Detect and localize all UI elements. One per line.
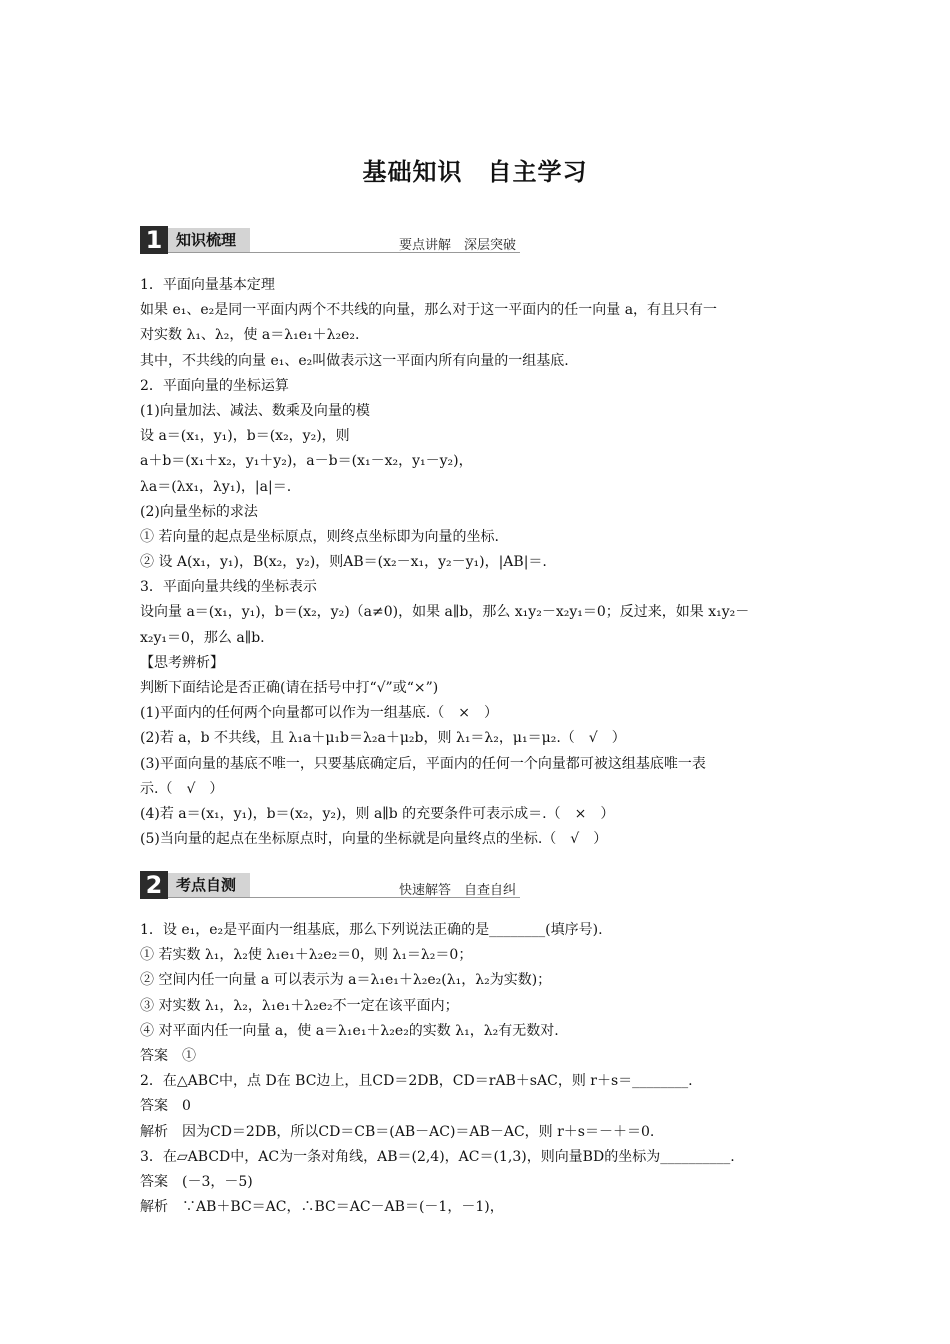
text-line: ② 空间内任一向量 a 可以表示为 a＝λ₁e₁＋λ₂e₂(λ₁，λ₂为实数)； <box>140 972 552 989</box>
text-line: 2．在△ABC中，点 D在 BC边上，且CD＝2DB，CD＝rAB＋sAC，则 r＋s＝________. <box>140 1073 693 1090</box>
section-number: 2 <box>140 871 168 899</box>
page-title: 基础知识 自主学习 <box>362 158 588 186</box>
section-subtitle: 快速解答 自查自纠 <box>398 883 516 898</box>
text-line: ① 若向量的起点是坐标原点，则终点坐标即为向量的坐标. <box>140 528 499 545</box>
text-line: 3．在▱ABCD中，AC为一条对角线，AB＝(2,4)，AC＝(1,3)，则向量BD的坐标为__________. <box>140 1148 735 1165</box>
text-line: 如果 e₁、e₂是同一平面内两个不共线的向量，那么对于这一平面内的任一向量 a，有且只有一 <box>140 302 718 319</box>
text-line: ④ 对平面内任一向量 a，使 a＝λ₁e₁＋λ₂e₂的实数 λ₁，λ₂有无数对. <box>140 1022 559 1039</box>
text-line: 示.（ √ ） <box>140 780 224 797</box>
text-line: 对实数 λ₁、λ₂，使 a＝λ₁e₁＋λ₂e₂. <box>140 327 360 344</box>
text-line: 答案 0 <box>140 1098 191 1115</box>
section-header-self-test <box>140 871 520 901</box>
text-line: 2．平面向量的坐标运算 <box>140 377 289 394</box>
text-line: λa＝(λx₁，λy₁)，|a|＝. <box>140 478 292 495</box>
text-line: (2)若 a，b 不共线，且 λ₁a＋μ₁b＝λ₂a＋μ₂b，则 λ₁＝λ₂，μ₁＝μ₂.（ √ ） <box>140 730 626 747</box>
text-line: 设 a＝(x₁，y₁)，b＝(x₂，y₂)，则 <box>140 428 350 445</box>
section-header-knowledge <box>140 226 520 256</box>
text-line: (4)若 a＝(x₁，y₁)，b＝(x₂，y₂)，则 a∥b 的充要条件可表示成＝.（ × ） <box>140 805 615 822</box>
text-line: (1)平面内的任何两个向量都可以作为一组基底.（ × ） <box>140 705 499 722</box>
text-line: (3)平面向量的基底不唯一，只要基底确定后，平面内的任何一个向量都可被这组基底唯一表 <box>140 755 706 772</box>
knowledge-content <box>140 273 820 852</box>
text-line: 【思考辨析】 <box>140 654 224 671</box>
text-line: 设向量 a＝(x₁，y₁)，b＝(x₂，y₂)（a≠0)，如果 a∥b，那么 x₁y₂－x₂y₁＝0；反过来，如果 x₁y₂－ <box>140 604 750 621</box>
section-subtitle: 要点讲解 深层突破 <box>398 238 516 253</box>
text-line: 1．设 e₁，e₂是平面内一组基底，那么下列说法正确的是________(填序号). <box>140 922 603 938</box>
text-line: 判断下面结论是否正确(请在括号中打“√”或“×”) <box>140 680 439 696</box>
text-line: ③ 对实数 λ₁，λ₂，λ₁e₁＋λ₂e₂不一定在该平面内； <box>140 997 459 1014</box>
text-line: ② 设 A(x₁，y₁)，B(x₂，y₂)，则AB＝(x₂－x₁，y₂－y₁)，|AB|＝. <box>140 554 547 571</box>
section-label: 知识梳理 <box>168 228 250 252</box>
section-label: 考点自测 <box>168 873 250 897</box>
text-line: 解析 因为CD＝2DB，所以CD＝CB＝(AB－AC)＝AB－AC，则 r＋s＝－＋＝0. <box>140 1123 655 1140</box>
text-line: 3．平面向量共线的坐标表示 <box>140 579 317 596</box>
text-line: (5)当向量的起点在坐标原点时，向量的坐标就是向量终点的坐标.（ √ ） <box>140 831 608 848</box>
text-line: (2)向量坐标的求法 <box>140 503 258 520</box>
text-line: 答案 (－3，－5) <box>140 1173 253 1190</box>
text-line: 解析 ∵AB＋BC＝AC，∴BC＝AC－AB＝(－1，－1)， <box>140 1199 504 1216</box>
text-line: a＋b＝(x₁＋x₂，y₁＋y₂)，a－b＝(x₁－x₂，y₁－y₂)， <box>140 453 473 470</box>
text-line: 其中，不共线的向量 e₁、e₂叫做表示这一平面内所有向量的一组基底. <box>140 352 569 369</box>
self-test-content <box>140 918 820 1220</box>
text-line: 答案 ① <box>140 1047 196 1064</box>
text-line: 1．平面向量基本定理 <box>140 277 275 293</box>
section-number: 1 <box>140 226 168 254</box>
text-line: x₂y₁＝0，那么 a∥b. <box>140 629 265 646</box>
text-line: (1)向量加法、减法、数乘及向量的模 <box>140 402 370 419</box>
text-line: ① 若实数 λ₁，λ₂使 λ₁e₁＋λ₂e₂＝0，则 λ₁＝λ₂＝0； <box>140 947 473 964</box>
